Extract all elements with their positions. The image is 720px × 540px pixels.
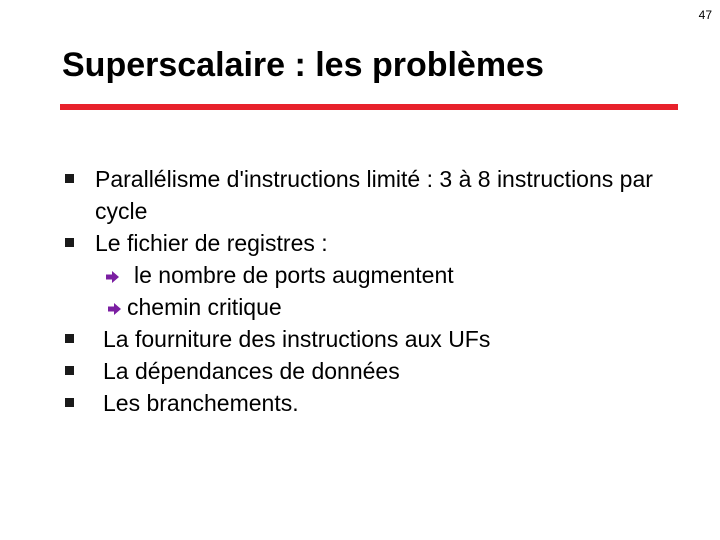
arrow-right-icon [104, 270, 121, 284]
bullet-text: La fourniture des instructions aux UFs [103, 326, 491, 352]
bullet-text: La dépendances de données [103, 358, 400, 384]
bullet-text: Parallélisme d'instructions limité : 3 à 8 instructions par cycle [95, 166, 653, 224]
sub-item-text: le nombre de ports augmentent [134, 262, 454, 288]
bullet-item-branches [64, 387, 684, 419]
page-number: 47 [698, 8, 712, 22]
bullet-list [64, 163, 684, 419]
arrow-right-icon [106, 302, 123, 316]
sub-item-port-count [95, 259, 684, 291]
square-bullet-icon [65, 398, 74, 407]
square-bullet-icon [65, 174, 74, 183]
slide-title: Superscalaire : les problèmes [62, 46, 544, 84]
square-bullet-icon [65, 334, 74, 343]
bullet-text: Les branchements. [103, 390, 299, 416]
sub-item-text: chemin critique [127, 294, 282, 320]
bullet-text: Le fichier de registres : [95, 230, 328, 256]
bullet-item-instruction-supply [64, 323, 684, 355]
bullet-item-instruction-parallelism [64, 163, 684, 227]
title-underline [60, 104, 678, 110]
bullet-item-data-dependencies [64, 355, 684, 387]
sub-item-critical-path [95, 291, 684, 323]
sub-bullet-list [95, 259, 684, 323]
square-bullet-icon [65, 238, 74, 247]
bullet-item-register-file [64, 227, 684, 323]
square-bullet-icon [65, 366, 74, 375]
